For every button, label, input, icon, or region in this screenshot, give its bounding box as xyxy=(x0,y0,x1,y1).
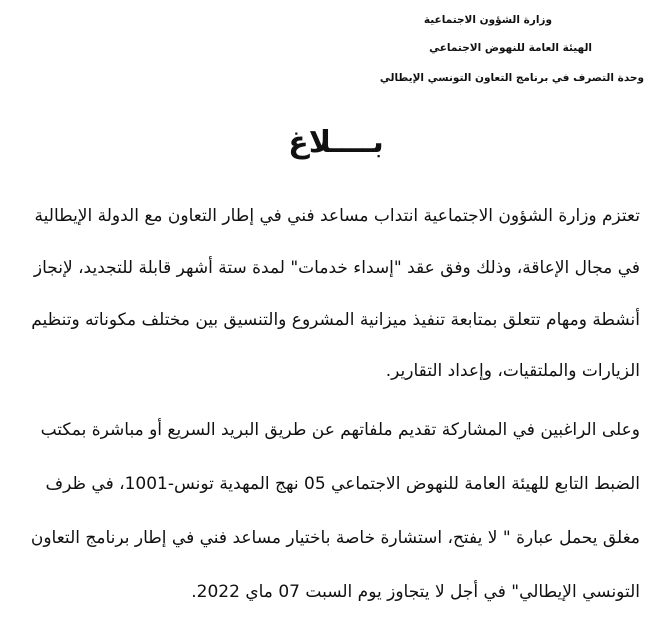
paragraph-2-line-4: التونسي الإيطالي" في أجل لا يتجاوز يوم السبت 07 ماي 2022. xyxy=(191,582,640,602)
paragraph-2-line-2: الضبط التابع للهيئة العامة للنهوض الاجتماعي 05 نهج المهدية تونس-1001، في ظرف xyxy=(45,474,640,494)
document-title: بــــلاغ xyxy=(288,125,384,160)
ministry-name: وزارة الشؤون الاجتماعية xyxy=(423,14,552,26)
paragraph-2-line-3: مغلق يحمل عبارة " لا يفتح، استشارة خاصة باختيار مساعد فني في إطار برنامج التعاون xyxy=(30,528,640,548)
paragraph-2-line-1: وعلى الراغبين في المشاركة تقديم ملفاتهم عن طريق البريد السريع أو مباشرة بمكتب xyxy=(40,420,640,440)
agency-name: الهيئة العامة للنهوض الاجتماعي xyxy=(429,42,592,54)
paragraph-1-line-2: في مجال الإعاقة، وذلك وفق عقد "إسداء خدمات" لمدة ستة أشهر قابلة للتجديد، لإنجاز xyxy=(33,258,640,278)
paragraph-1-line-4: الزيارات والملتقيات، وإعداد التقارير. xyxy=(385,361,640,381)
paragraph-1-line-3: أنشطة ومهام تتعلق بمتابعة تنفيذ ميزانية المشروع والتنسيق بين مختلف مكوناته وتنظيم xyxy=(31,310,640,330)
unit-name: وحدة التصرف في برنامج التعاون التونسي الإيطالي xyxy=(379,72,644,84)
paragraph-1-line-1: تعتزم وزارة الشؤون الاجتماعية انتداب مساعد فني في إطار التعاون مع الدولة الإيطالية xyxy=(34,206,640,226)
